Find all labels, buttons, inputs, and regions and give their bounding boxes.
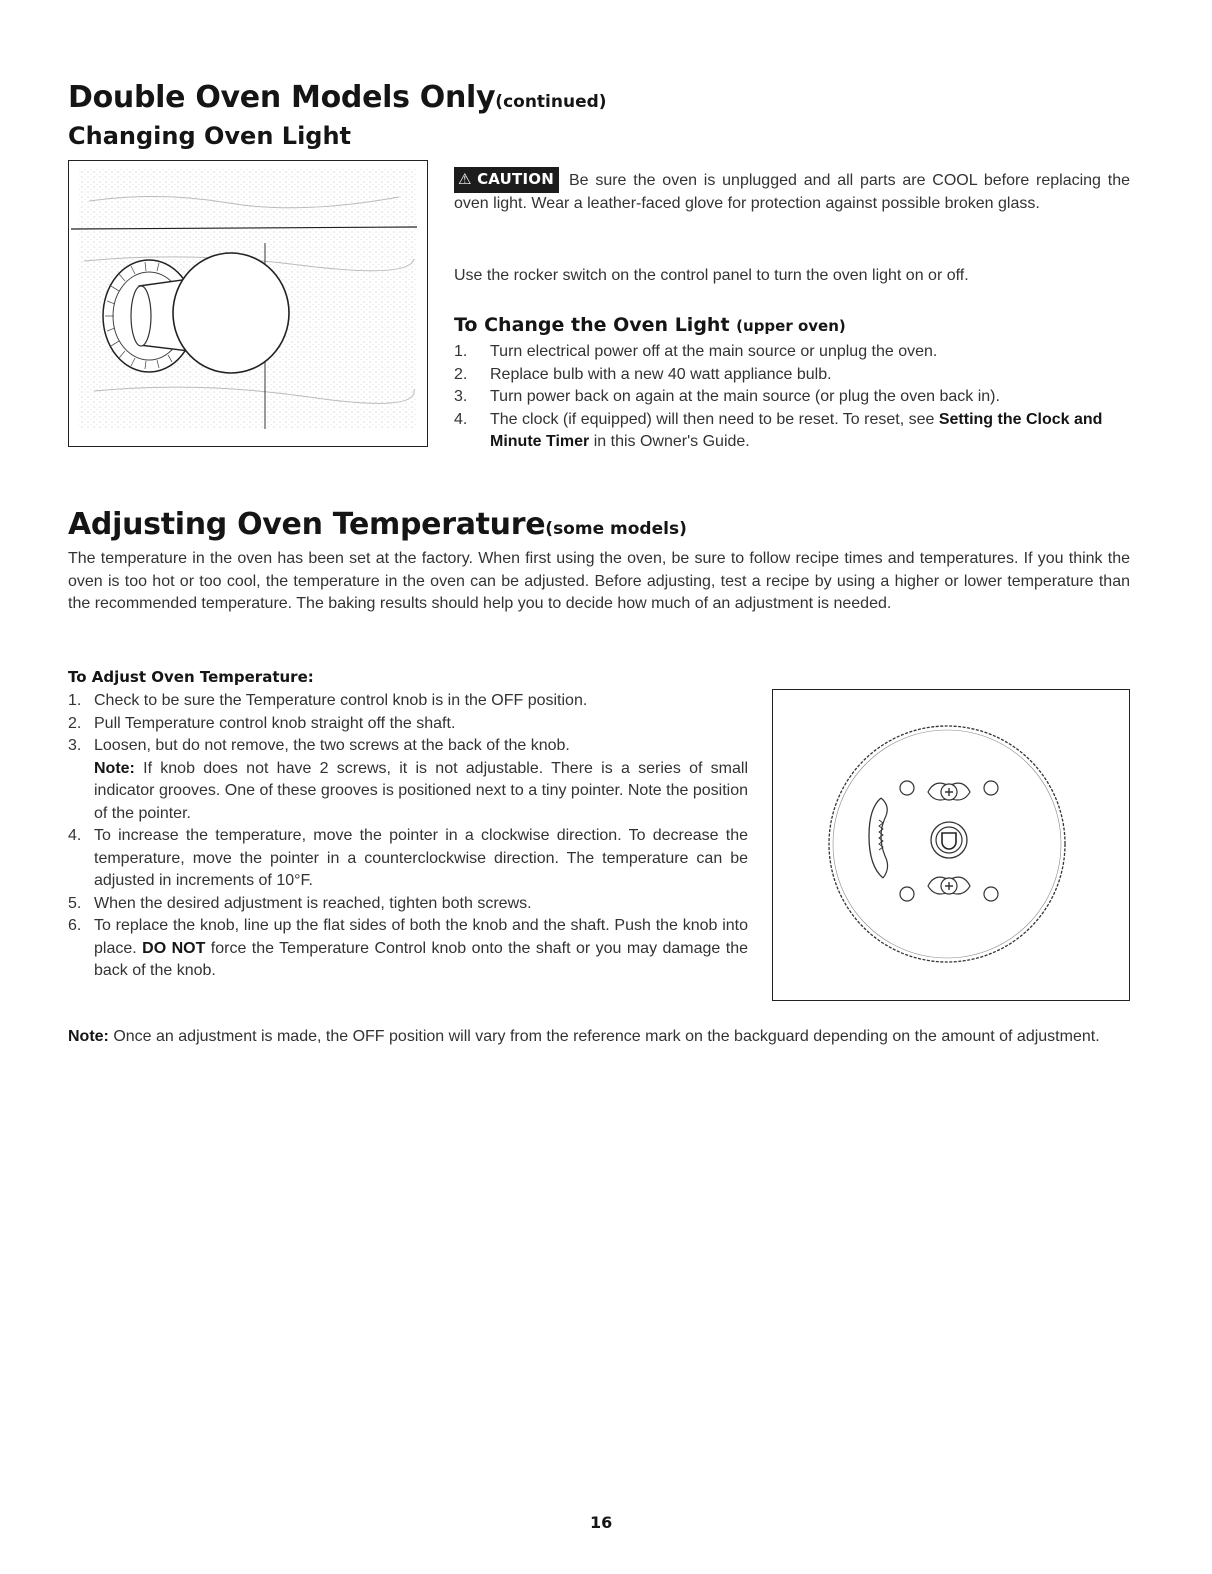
step-text: Check to be sure the Temperature control knob is in the OFF position.	[94, 692, 588, 709]
list-item	[454, 386, 1130, 409]
step-bold-reference: Setting the Clock and Minute Timer	[490, 410, 1103, 450]
step-text: The clock (if equipped) will then need to be reset. To reset, see	[490, 410, 939, 428]
section-title-text: Double Oven Models Only	[68, 80, 496, 115]
step-number: 4.	[68, 827, 82, 844]
caution-badge	[454, 167, 559, 193]
oven-light-bulb-icon	[69, 161, 427, 446]
step-number: 2.	[68, 714, 82, 732]
step-text: To replace the knob, line up the flat sides of both the knob and the shaft. Push the knob into place.	[94, 917, 748, 957]
knob-back-illustration	[772, 689, 1130, 1001]
list-item	[68, 690, 748, 713]
list-item	[68, 825, 748, 893]
step-number: 4.	[454, 410, 468, 428]
note-label: Note:	[68, 1028, 109, 1045]
oven-light-illustration	[68, 160, 428, 447]
section-title-suffix: (some models)	[545, 519, 687, 539]
warning-triangle-icon: ⚠	[458, 170, 472, 188]
step-text: Loosen, but do not remove, the two screws at the back of the knob.	[94, 737, 570, 754]
step-text: Pull Temperature control knob straight off the shaft.	[94, 714, 456, 732]
caution-paragraph	[454, 167, 1130, 215]
step-number: 3.	[454, 388, 468, 405]
caution-badge-label: CAUTION	[477, 170, 554, 188]
step-text: When the desired adjustment is reached, tighten both screws.	[94, 894, 532, 912]
note-text: Once an adjustment is made, the OFF position will vary from the reference mark on the backguard depending on the amount of adjustment.	[108, 1028, 1100, 1045]
adjust-heading: To Adjust Oven Temperature:	[68, 668, 314, 686]
change-light-heading	[454, 314, 846, 336]
step-number: 2.	[454, 365, 468, 383]
knob-back-icon	[773, 690, 1129, 1000]
step-number: 6.	[68, 917, 82, 934]
page-number: 16	[590, 1513, 613, 1532]
section-subtitle-changing-light: Changing Oven Light	[68, 122, 352, 150]
step-number: 3.	[68, 737, 82, 754]
step-text-after: in this Owner's Guide.	[589, 433, 750, 450]
section-title-double-oven	[68, 80, 607, 115]
step-number: 5.	[68, 894, 82, 912]
caution-text: Be sure the oven is unplugged and all parts are COOL before replacing the oven light. Wear a leather-faced glove for protection against possible broken glass.	[454, 172, 1130, 212]
step-number: 1.	[454, 343, 468, 360]
step-text: Replace bulb with a new 40 watt appliance bulb.	[490, 365, 832, 383]
step-number: 1.	[68, 692, 82, 709]
adjust-intro-paragraph: The temperature in the oven has been set at the factory. When first using the oven, be sure to follow recipe times and temperatures. If you think the oven is too hot or too cool, the temperature in the oven can be adjusted. Before adjusting, test a recipe by using a higher or lower temperature than the recommended temperature. The baking results should help you to decide how much of an adjustment is needed.	[68, 550, 1130, 612]
note-text: If knob does not have 2 screws, it is not adjustable. There is a series of small indicator grooves. One of these grooves is positioned next to a tiny pointer. Note the position of the pointer.	[94, 759, 748, 822]
list-item	[454, 409, 1130, 454]
section-title-suffix: (continued)	[495, 92, 607, 112]
change-light-steps	[454, 341, 1130, 454]
final-note	[68, 1026, 1130, 1049]
list-item	[454, 341, 1130, 364]
section-title-text: Adjusting Oven Temperature	[68, 507, 546, 542]
rocker-switch-text: Use the rocker switch on the control panel to turn the oven light on or off.	[454, 267, 969, 284]
step-text: Turn electrical power off at the main source or unplug the oven.	[490, 343, 938, 360]
list-item	[68, 713, 748, 736]
change-light-heading-suffix: (upper oven)	[736, 317, 846, 335]
list-item	[454, 364, 1130, 387]
adjust-steps	[68, 690, 748, 983]
step-bold-warning: DO NOT	[142, 939, 206, 957]
change-light-heading-text: To Change the Oven Light	[454, 314, 730, 336]
section-title-adjusting-temp	[68, 507, 687, 542]
step-text: Turn power back on again at the main source (or plug the oven back in).	[490, 388, 1000, 405]
list-item	[68, 735, 748, 825]
step-text: To increase the temperature, move the pointer in a clockwise direction. To decrease the temperature, move the pointer in a counterclockwise direction. The temperature can be adjusted in increments of 10°F.	[94, 827, 748, 889]
note-label: Note:	[94, 759, 135, 777]
list-item	[68, 893, 748, 916]
step-text-after: force the Temperature Control knob onto the shaft or you may damage the back of the knob.	[94, 939, 749, 979]
list-item	[68, 915, 748, 983]
